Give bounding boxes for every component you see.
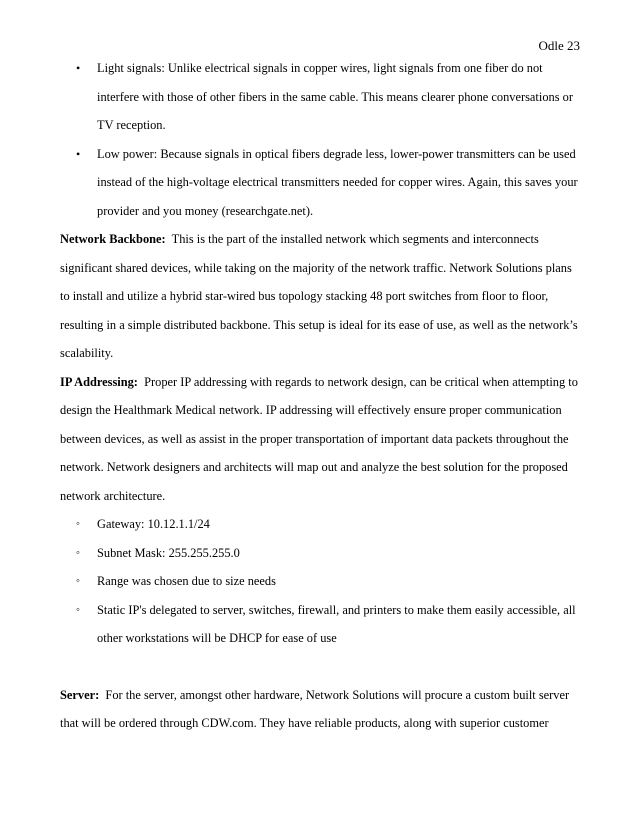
section-heading: Network Backbone: [60,232,166,246]
paragraph-text: Proper IP addressing with regards to network design, can be critical when attempting to design the Healthmark Medical network. IP addressing will effectively ensure proper communication between devices, as well as assist in the proper transportation of important data packets throughout the network. Network designers and architects will map out and analyze the best solution for the proposed network architecture. [60,374,578,503]
bullet-icon: • [76,146,81,161]
list-item-text: Static IP's delegated to server, switches, firewall, and printers to make them easily accessible, all other workstations will be DHCP for ease of use [97,602,576,645]
section-heading: IP Addressing: [60,374,138,389]
bullet-icon: ◦ [76,518,80,530]
list-item-text: Gateway: 10.12.1.1/24 [97,517,210,531]
list-item-text: Range was chosen due to size needs [97,574,276,588]
list-item-text: Low power: Because signals in optical fibers degrade less, lower-power transmitters can be used instead of the high-voltage electrical transmitters needed for copper wires. Again, this saves your provider and you money (researchgate.net). [97,146,578,218]
list-item [60,539,580,568]
bullet-icon: ◦ [76,575,80,587]
list-item [60,510,580,539]
paragraph-text: This is the part of the installed network which segments and interconnects significant shared devices, while taking on the majority of the network traffic. Network Solutions plans to install and utilize a hybrid star-wired bus topology stacking 48 port switches from floor to floor, resulting in a simple distributed backbone. This setup is ideal for its ease of use, as well as the network’s scalability. [60,232,578,360]
paragraph-spacer [60,653,580,681]
ip-addressing-paragraph [60,368,580,511]
section-heading: Server: [60,687,100,702]
fiber-benefits-list [60,54,580,225]
bullet-icon: ◦ [76,603,80,616]
list-item-text: Subnet Mask: 255.255.255.0 [97,545,240,560]
list-item [60,567,580,596]
list-item-text: Light signals: Unlike electrical signals in copper wires, light signals from one fiber do not interfere with those of other fibers in the same cable. This means clearer phone conversations or TV reception. [97,61,573,132]
page-header: Odle 23 [538,38,580,53]
network-backbone-paragraph [60,225,580,368]
list-item [60,140,580,226]
bullet-icon: ◦ [76,546,80,559]
paragraph-text: For the server, amongst other hardware, Network Solutions will procure a custom built server that will be ordered through CDW.com. They have reliable products, along with superior customer [60,687,570,730]
document-body [60,54,580,738]
list-item [60,54,580,140]
server-paragraph [60,681,580,738]
ip-settings-list [60,510,580,653]
bullet-icon: • [76,61,81,75]
list-item [60,596,580,653]
